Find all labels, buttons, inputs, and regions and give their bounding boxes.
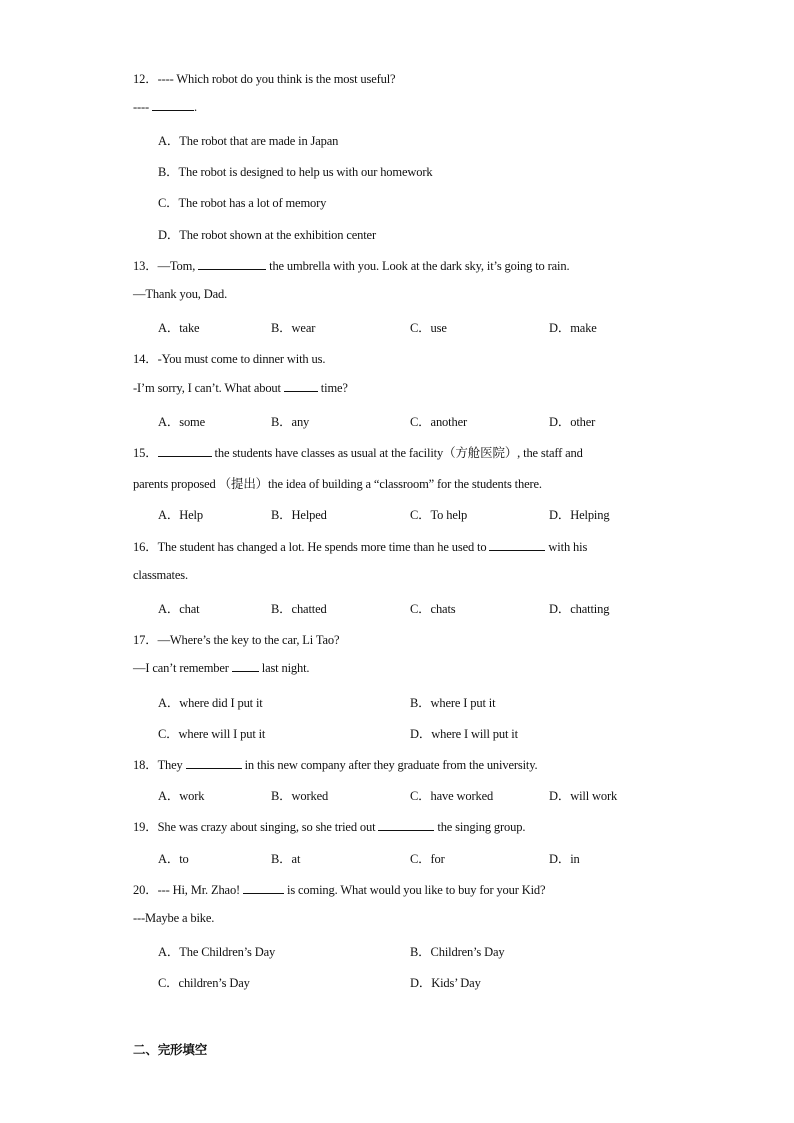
option-text: chatted — [291, 602, 327, 616]
option-14-b[interactable] — [271, 412, 309, 430]
question-18-stem — [133, 755, 537, 773]
question-16-stem-cont — [133, 568, 188, 583]
option-letter: A． — [158, 134, 180, 148]
option-13-c[interactable] — [410, 318, 447, 336]
option-18-c[interactable] — [410, 786, 493, 804]
option-19-d[interactable] — [549, 849, 580, 867]
option-letter: D． — [549, 415, 571, 429]
option-15-a[interactable] — [158, 505, 203, 523]
option-17-a[interactable] — [158, 693, 263, 711]
answer-blank[interactable] — [186, 758, 242, 769]
option-text: any — [291, 415, 310, 429]
option-text: The robot shown at the exhibition center — [179, 228, 376, 242]
option-text: in — [570, 852, 580, 866]
answer-blank[interactable] — [152, 100, 194, 111]
option-text: work — [179, 789, 205, 803]
answer-blank[interactable] — [198, 259, 266, 270]
question-12-answer-line — [133, 100, 197, 115]
question-text: —Tom, — [157, 259, 199, 273]
question-text: -I’m sorry, I can’t. What about — [133, 381, 284, 395]
question-number: 13． — [133, 259, 158, 273]
question-13-reply — [133, 287, 227, 302]
option-letter: D． — [549, 321, 571, 335]
option-letter: C． — [158, 727, 179, 741]
question-text: the students have classes as usual at the facility（方舱医院）, the staff and — [211, 446, 583, 460]
option-text: where I will put it — [431, 727, 518, 741]
answer-blank[interactable] — [243, 883, 284, 894]
question-16-stem — [133, 537, 587, 555]
option-text: Helped — [291, 508, 327, 522]
option-letter: B． — [271, 415, 292, 429]
question-number: 15． — [133, 446, 158, 460]
question-text: . — [194, 100, 198, 114]
option-20-a[interactable] — [158, 942, 275, 960]
option-text: another — [430, 415, 467, 429]
option-text: chatting — [570, 602, 610, 616]
option-text: Helping — [570, 508, 610, 522]
option-text: The Children’s Day — [179, 945, 276, 959]
question-text: ---Maybe a bike. — [133, 911, 215, 925]
option-17-d[interactable] — [410, 724, 518, 742]
question-number: 18． — [133, 758, 158, 772]
option-letter: D． — [549, 789, 571, 803]
option-letter: C． — [410, 508, 431, 522]
option-letter: B． — [271, 508, 292, 522]
option-letter: D． — [549, 508, 571, 522]
option-letter: A． — [158, 852, 180, 866]
question-text: She was crazy about singing, so she tried out — [157, 820, 379, 834]
option-letter: A． — [158, 321, 180, 335]
option-15-d[interactable] — [549, 505, 609, 523]
option-12-d[interactable] — [158, 225, 376, 243]
option-text: children’s Day — [178, 976, 250, 990]
option-text: wear — [291, 321, 316, 335]
option-text: The robot has a lot of memory — [178, 196, 327, 210]
option-text: make — [570, 321, 597, 335]
option-text: other — [570, 415, 596, 429]
option-18-b[interactable] — [271, 786, 328, 804]
option-letter: C． — [158, 196, 179, 210]
question-number: 20． — [133, 883, 158, 897]
answer-blank[interactable] — [378, 820, 434, 831]
answer-blank[interactable] — [284, 381, 318, 392]
answer-blank[interactable] — [158, 446, 212, 457]
option-20-c[interactable] — [158, 973, 250, 991]
option-text: use — [430, 321, 447, 335]
option-text: will work — [570, 789, 618, 803]
option-13-b[interactable] — [271, 318, 315, 336]
option-12-c[interactable] — [158, 193, 326, 211]
option-letter: C． — [410, 852, 431, 866]
question-15-stem-cont — [133, 474, 542, 492]
question-text: the singing group. — [434, 820, 526, 834]
option-20-d[interactable] — [410, 973, 481, 991]
question-text: classmates. — [133, 568, 188, 582]
question-number: 12． — [133, 72, 158, 86]
question-20-stem — [133, 880, 545, 898]
question-19-stem — [133, 817, 525, 835]
option-letter: A． — [158, 508, 180, 522]
option-15-b[interactable] — [271, 505, 327, 523]
section-title: 二、完形填空 — [133, 1042, 208, 1057]
question-text: ---- — [133, 100, 153, 114]
option-text: To help — [430, 508, 468, 522]
option-18-a[interactable] — [158, 786, 204, 804]
option-text: Kids’ Day — [431, 976, 481, 990]
question-text: in this new company after they graduate from the university. — [241, 758, 538, 772]
question-text: —Where’s the key to the car, Li Tao? — [157, 633, 340, 647]
option-16-b[interactable] — [271, 599, 327, 617]
question-text: parents proposed （提出）the idea of building a “classroom” for the students there. — [133, 477, 542, 491]
option-text: to — [179, 852, 189, 866]
question-14-reply — [133, 381, 348, 396]
option-letter: D． — [410, 976, 432, 990]
question-text: The student has changed a lot. He spends more time than he used to — [157, 540, 490, 554]
option-letter: D． — [158, 228, 180, 242]
question-text: -You must come to dinner with us. — [157, 352, 326, 366]
question-text: time? — [317, 381, 348, 395]
option-letter: C． — [410, 415, 431, 429]
option-18-d[interactable] — [549, 786, 617, 804]
option-text: where did I put it — [179, 696, 263, 710]
question-17-reply — [133, 661, 309, 676]
option-14-c[interactable] — [410, 412, 467, 430]
question-17-stem — [133, 630, 339, 648]
option-16-a[interactable] — [158, 599, 199, 617]
option-text: have worked — [430, 789, 494, 803]
option-letter: B． — [271, 852, 292, 866]
option-letter: A． — [158, 945, 180, 959]
option-19-b[interactable] — [271, 849, 300, 867]
answer-blank[interactable] — [232, 661, 259, 672]
option-letter: A． — [158, 696, 180, 710]
question-number: 17． — [133, 633, 158, 647]
option-letter: B． — [271, 789, 292, 803]
option-letter: C． — [410, 321, 431, 335]
option-12-b[interactable] — [158, 162, 432, 180]
option-text: Help — [179, 508, 203, 522]
option-letter: D． — [410, 727, 432, 741]
question-text: —I can’t remember — [133, 661, 232, 675]
option-text: at — [291, 852, 301, 866]
question-text: --- Hi, Mr. Zhao! — [157, 883, 244, 897]
question-text: with his — [545, 540, 588, 554]
question-text: They — [157, 758, 186, 772]
option-letter: B． — [410, 696, 431, 710]
option-text: worked — [291, 789, 329, 803]
option-letter: B． — [271, 321, 292, 335]
option-letter: B． — [158, 165, 179, 179]
question-text: ---- Which robot do you think is the most useful? — [157, 72, 396, 86]
option-14-d[interactable] — [549, 412, 595, 430]
option-letter: A． — [158, 415, 180, 429]
question-13-stem — [133, 256, 569, 274]
option-text: where I put it — [430, 696, 496, 710]
option-letter: D． — [549, 852, 571, 866]
question-text: the umbrella with you. Look at the dark sky, it’s going to rain. — [266, 259, 570, 273]
question-text: is coming. What would you like to buy for your Kid? — [284, 883, 546, 897]
option-text: where will I put it — [178, 727, 266, 741]
question-14-stem — [133, 349, 325, 367]
question-15-stem — [133, 443, 583, 461]
option-letter: C． — [158, 976, 179, 990]
option-text: some — [179, 415, 206, 429]
answer-blank[interactable] — [489, 540, 545, 551]
question-20-reply — [133, 911, 214, 926]
option-letter: D． — [549, 602, 571, 616]
option-letter: C． — [410, 789, 431, 803]
option-letter: B． — [410, 945, 431, 959]
question-12-stem — [133, 69, 395, 87]
option-19-c[interactable] — [410, 849, 445, 867]
question-text: —Thank you, Dad. — [133, 287, 228, 301]
option-text: Children’s Day — [430, 945, 505, 959]
option-12-a[interactable] — [158, 131, 338, 149]
question-number: 16． — [133, 540, 158, 554]
option-20-b[interactable] — [410, 942, 504, 960]
option-16-c[interactable] — [410, 599, 455, 617]
option-text: The robot that are made in Japan — [179, 134, 339, 148]
option-13-a[interactable] — [158, 318, 199, 336]
option-letter: C． — [410, 602, 431, 616]
question-number: 19． — [133, 820, 158, 834]
option-text: chat — [179, 602, 200, 616]
option-letter: A． — [158, 789, 180, 803]
option-text: for — [430, 852, 445, 866]
question-number: 14． — [133, 352, 158, 366]
option-letter: A． — [158, 602, 180, 616]
option-17-c[interactable] — [158, 724, 265, 742]
option-letter: B． — [271, 602, 292, 616]
option-text: take — [179, 321, 200, 335]
question-text: last night. — [258, 661, 310, 675]
option-13-d[interactable] — [549, 318, 597, 336]
option-17-b[interactable] — [410, 693, 495, 711]
option-text: chats — [430, 602, 456, 616]
option-16-d[interactable] — [549, 599, 609, 617]
option-text: The robot is designed to help us with our homework — [178, 165, 433, 179]
option-19-a[interactable] — [158, 849, 189, 867]
option-15-c[interactable] — [410, 505, 467, 523]
option-14-a[interactable] — [158, 412, 205, 430]
